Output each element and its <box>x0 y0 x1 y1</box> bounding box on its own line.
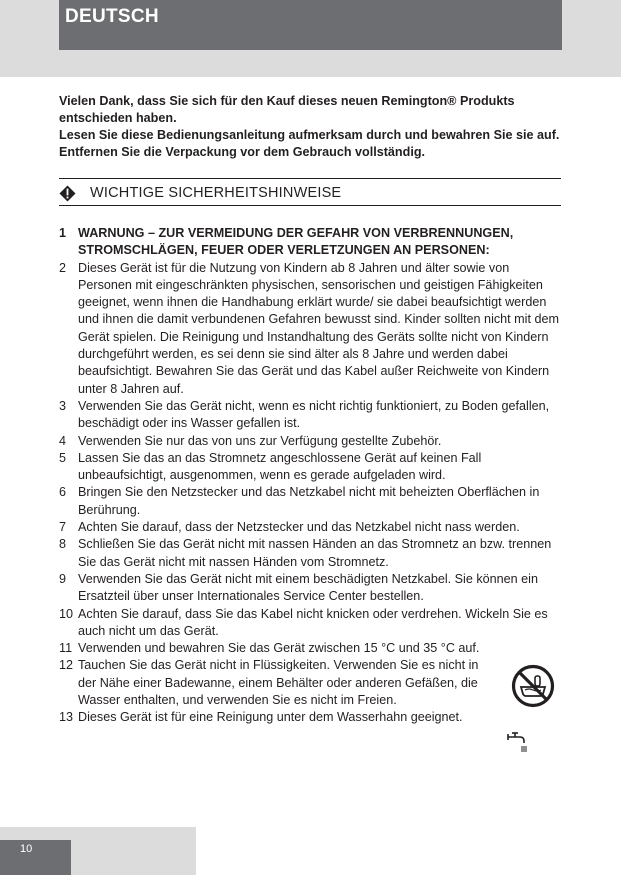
section-rule-bottom <box>59 205 561 206</box>
list-item <box>59 571 564 606</box>
item-text: Verwenden Sie nur das von uns zur Verfügung gestellte Zubehör. <box>78 433 442 448</box>
item-number: 13 <box>59 710 74 725</box>
intro-text <box>59 93 564 161</box>
item-number: 5 <box>59 450 67 465</box>
item-number: 12 <box>59 658 74 673</box>
warning-icon <box>59 185 76 202</box>
page-number: 10 <box>20 843 33 855</box>
item-text: Lassen Sie das an das Stromnetz angeschlossene Gerät auf keinen Fall unbeaufsichtigt, ausgenommen, wenn es gerade aufgeladen wird. <box>78 450 482 483</box>
tap-water-icon <box>506 731 530 753</box>
item-number: 8 <box>59 537 67 552</box>
item-number: 7 <box>59 520 67 535</box>
item-text: Dieses Gerät ist für eine Reinigung unter dem Wasserhahn geeignet. <box>78 710 463 725</box>
item-number: 4 <box>59 433 67 448</box>
item-text: Dieses Gerät ist für die Nutzung von Kindern ab 8 Jahren und älter sowie von Personen mit eingeschränkten physischen, sensorischen und geistigen Fähigkeiten geeignet, wenn ihnen die Handhabung erklärt wurde/ sie dabei beaufsichtigt werden und ihnen die damit verbundenen Gefahren bewusst sind. Kinder sollten nicht mit dem Gerät spielen. Die Reinigung und Instandhaltung des Geräts sollte nicht von Kindern durchgeführt werden, es sei denn sie sind älter als 8 Jahre und werden dabei beaufsichtigt. Bewahren Sie das Gerät und das Kabel außer Reichweite von Kindern unter 8 Jahren auf. <box>78 260 559 396</box>
list-item <box>59 433 564 450</box>
list-item <box>59 450 564 485</box>
item-number: 10 <box>59 606 74 621</box>
item-number: 1 <box>59 226 67 240</box>
item-text: Achten Sie darauf, dass der Netzstecker und das Netzkabel nicht nass werden. <box>78 520 520 535</box>
section-rule-top <box>59 178 561 179</box>
language-title: DEUTSCH <box>65 6 159 27</box>
item-text: Schließen Sie das Gerät nicht mit nassen Händen an das Stromnetz an bzw. trennen Sie das Gerät nicht mit nassen Händen vom Stromnetz. <box>78 537 552 569</box>
item-number: 2 <box>59 260 67 275</box>
item-text: Achten Sie darauf, dass Sie das Kabel nicht knicken oder verdrehen. Wickeln Sie es auch nicht um das Gerät. <box>78 606 548 638</box>
list-item <box>59 657 564 709</box>
item-text: Verwenden und bewahren Sie das Gerät zwischen 15 °C und 35 °C auf. <box>78 641 480 656</box>
intro-line-2: Lesen Sie diese Bedienungsanleitung aufmerksam durch und bewahren Sie sie auf. Entfernen Sie die Verpackung vor dem Gebrauch vollständig. <box>59 128 560 159</box>
list-item <box>59 709 564 726</box>
item-text: WARNUNG – ZUR VERMEIDUNG DER GEFAHR VON VERBRENNUNGEN, STROMSCHLÄGEN, FEUER ODER VERLETZUNGEN AN PERSONEN: <box>78 226 514 258</box>
section-title: WICHTIGE SICHERHEITSHINWEISE <box>90 185 342 201</box>
item-text: Verwenden Sie das Gerät nicht mit einem beschädigten Netzkabel. Sie können ein Ersatzteil über unser Internationales Service Center bestellen. <box>78 571 538 604</box>
intro-line-1: Vielen Dank, dass Sie sich für den Kauf dieses neuen Remington® Produkts entschieden haben. <box>59 94 515 125</box>
item-text: Tauchen Sie das Gerät nicht in Flüssigkeiten. Verwenden Sie es nicht in der Nähe einer Badewanne, einem Behälter oder anderen Gefäßen, die Wasser enthalten, und verwenden Sie es nicht im Freien. <box>78 658 479 708</box>
page-number-box <box>0 840 71 875</box>
item-number: 11 <box>59 641 73 656</box>
list-item <box>59 225 564 260</box>
item-number: 6 <box>59 485 67 500</box>
item-number: 3 <box>59 398 67 413</box>
item-text: Verwenden Sie das Gerät nicht, wenn es nicht richtig funktioniert, zu Boden gefallen, beschädigt oder ins Wasser gefallen ist. <box>78 398 550 431</box>
list-item <box>59 536 564 571</box>
safety-list <box>59 225 564 727</box>
list-item <box>59 606 564 641</box>
item-number: 9 <box>59 571 67 586</box>
item-text: Bringen Sie den Netzstecker und das Netzkabel nicht mit beheizten Oberflächen in Berührung. <box>78 485 540 517</box>
list-item <box>59 484 564 519</box>
list-item <box>59 398 564 433</box>
list-item <box>59 640 564 657</box>
list-item <box>59 260 564 398</box>
no-bathtub-icon <box>511 664 555 708</box>
list-item <box>59 519 564 536</box>
